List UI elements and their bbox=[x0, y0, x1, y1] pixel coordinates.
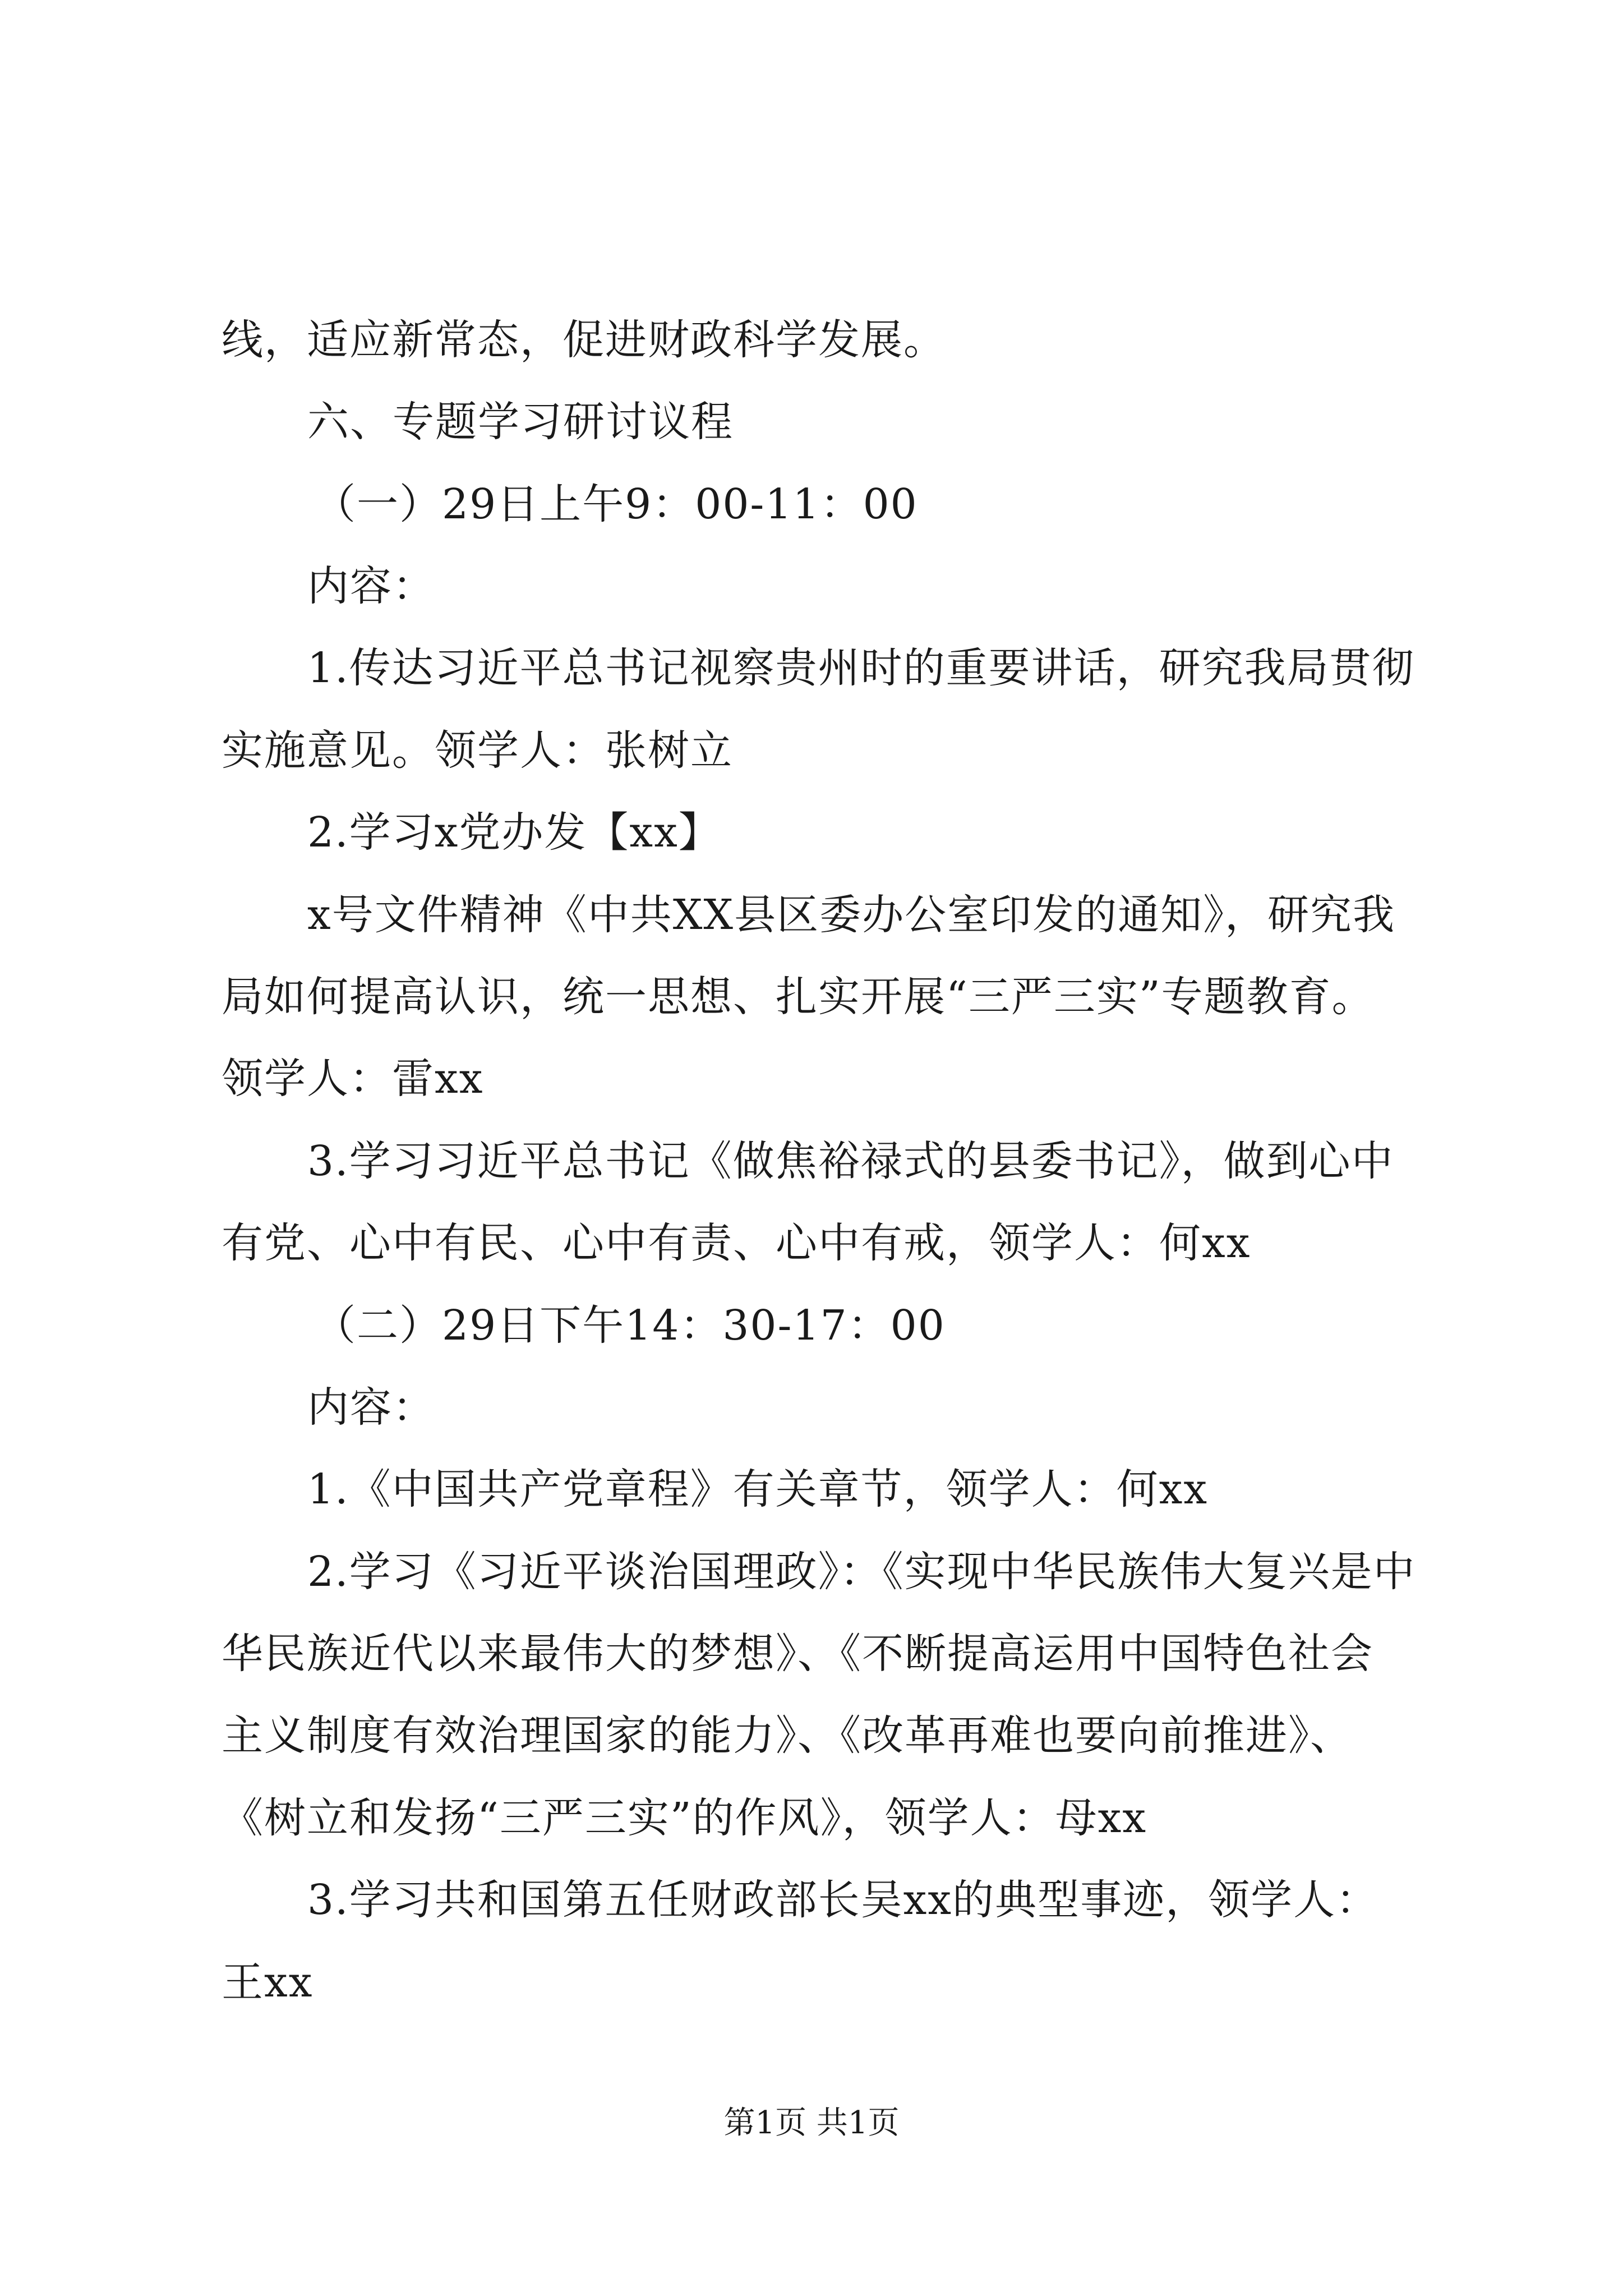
session-two-item-2-line-3: 主义制度有效治理国家的能力》、《改革再难也要向前推进》、 bbox=[222, 1711, 1353, 1760]
session-two-time: （二）29日下午14：30-17：00 bbox=[314, 1301, 946, 1350]
content-label-2: 内容： bbox=[307, 1383, 435, 1432]
session-two-item-3-line-2: 王xx bbox=[222, 1958, 313, 2007]
session-two-item-1: 1.《中国共产党章程》有关章节，领学人：何xx bbox=[307, 1465, 1209, 1513]
item-2-line-4: 领学人：雷xx bbox=[222, 1055, 484, 1103]
session-two-item-3-line-1: 3.学习共和国第五任财政部长吴xx的典型事迹，领学人： bbox=[307, 1876, 1379, 1924]
item-3-line-1: 3.学习习近平总书记《做焦裕禄式的县委书记》，做到心中 bbox=[307, 1137, 1394, 1185]
item-3-line-2: 有党、心中有民、心中有责、心中有戒，领学人：何xx bbox=[222, 1219, 1251, 1267]
text-line-1: 线，适应新常态，促进财政科学发展。 bbox=[222, 316, 946, 364]
session-one-time: （一）29日上午9：00-11：00 bbox=[314, 480, 918, 528]
session-two-item-2-line-4: 《树立和发扬“三严三实”的作风》，领学人：母xx bbox=[222, 1794, 1147, 1842]
item-1-line-1: 1.传达习近平总书记视察贵州时的重要讲话，研究我局贯彻 bbox=[307, 644, 1415, 692]
section-heading: 六、专题学习研讨议程 bbox=[307, 398, 734, 446]
session-two-item-2-line-2: 华民族近代以来最伟大的梦想》、《不断提高运用中国特色社会 bbox=[222, 1630, 1373, 1678]
content-label: 内容： bbox=[307, 562, 435, 610]
page-footer: 第1页 共1页 bbox=[723, 2105, 900, 2141]
item-1-line-2: 实施意见。领学人：张树立 bbox=[222, 726, 733, 775]
item-2-line-3: 局如何提高认识，统一思想、扎实开展“三严三实”专题教育。 bbox=[222, 973, 1375, 1021]
session-two-item-2-line-1: 2.学习《习近平谈治国理政》：《实现中华民族伟大复兴是中 bbox=[307, 1548, 1416, 1596]
item-2-line-2: x号文件精神《中共XX县区委办公室印发的通知》，研究我 bbox=[307, 891, 1396, 939]
item-2-line-1: 2.学习x党办发【xx】 bbox=[307, 808, 721, 857]
